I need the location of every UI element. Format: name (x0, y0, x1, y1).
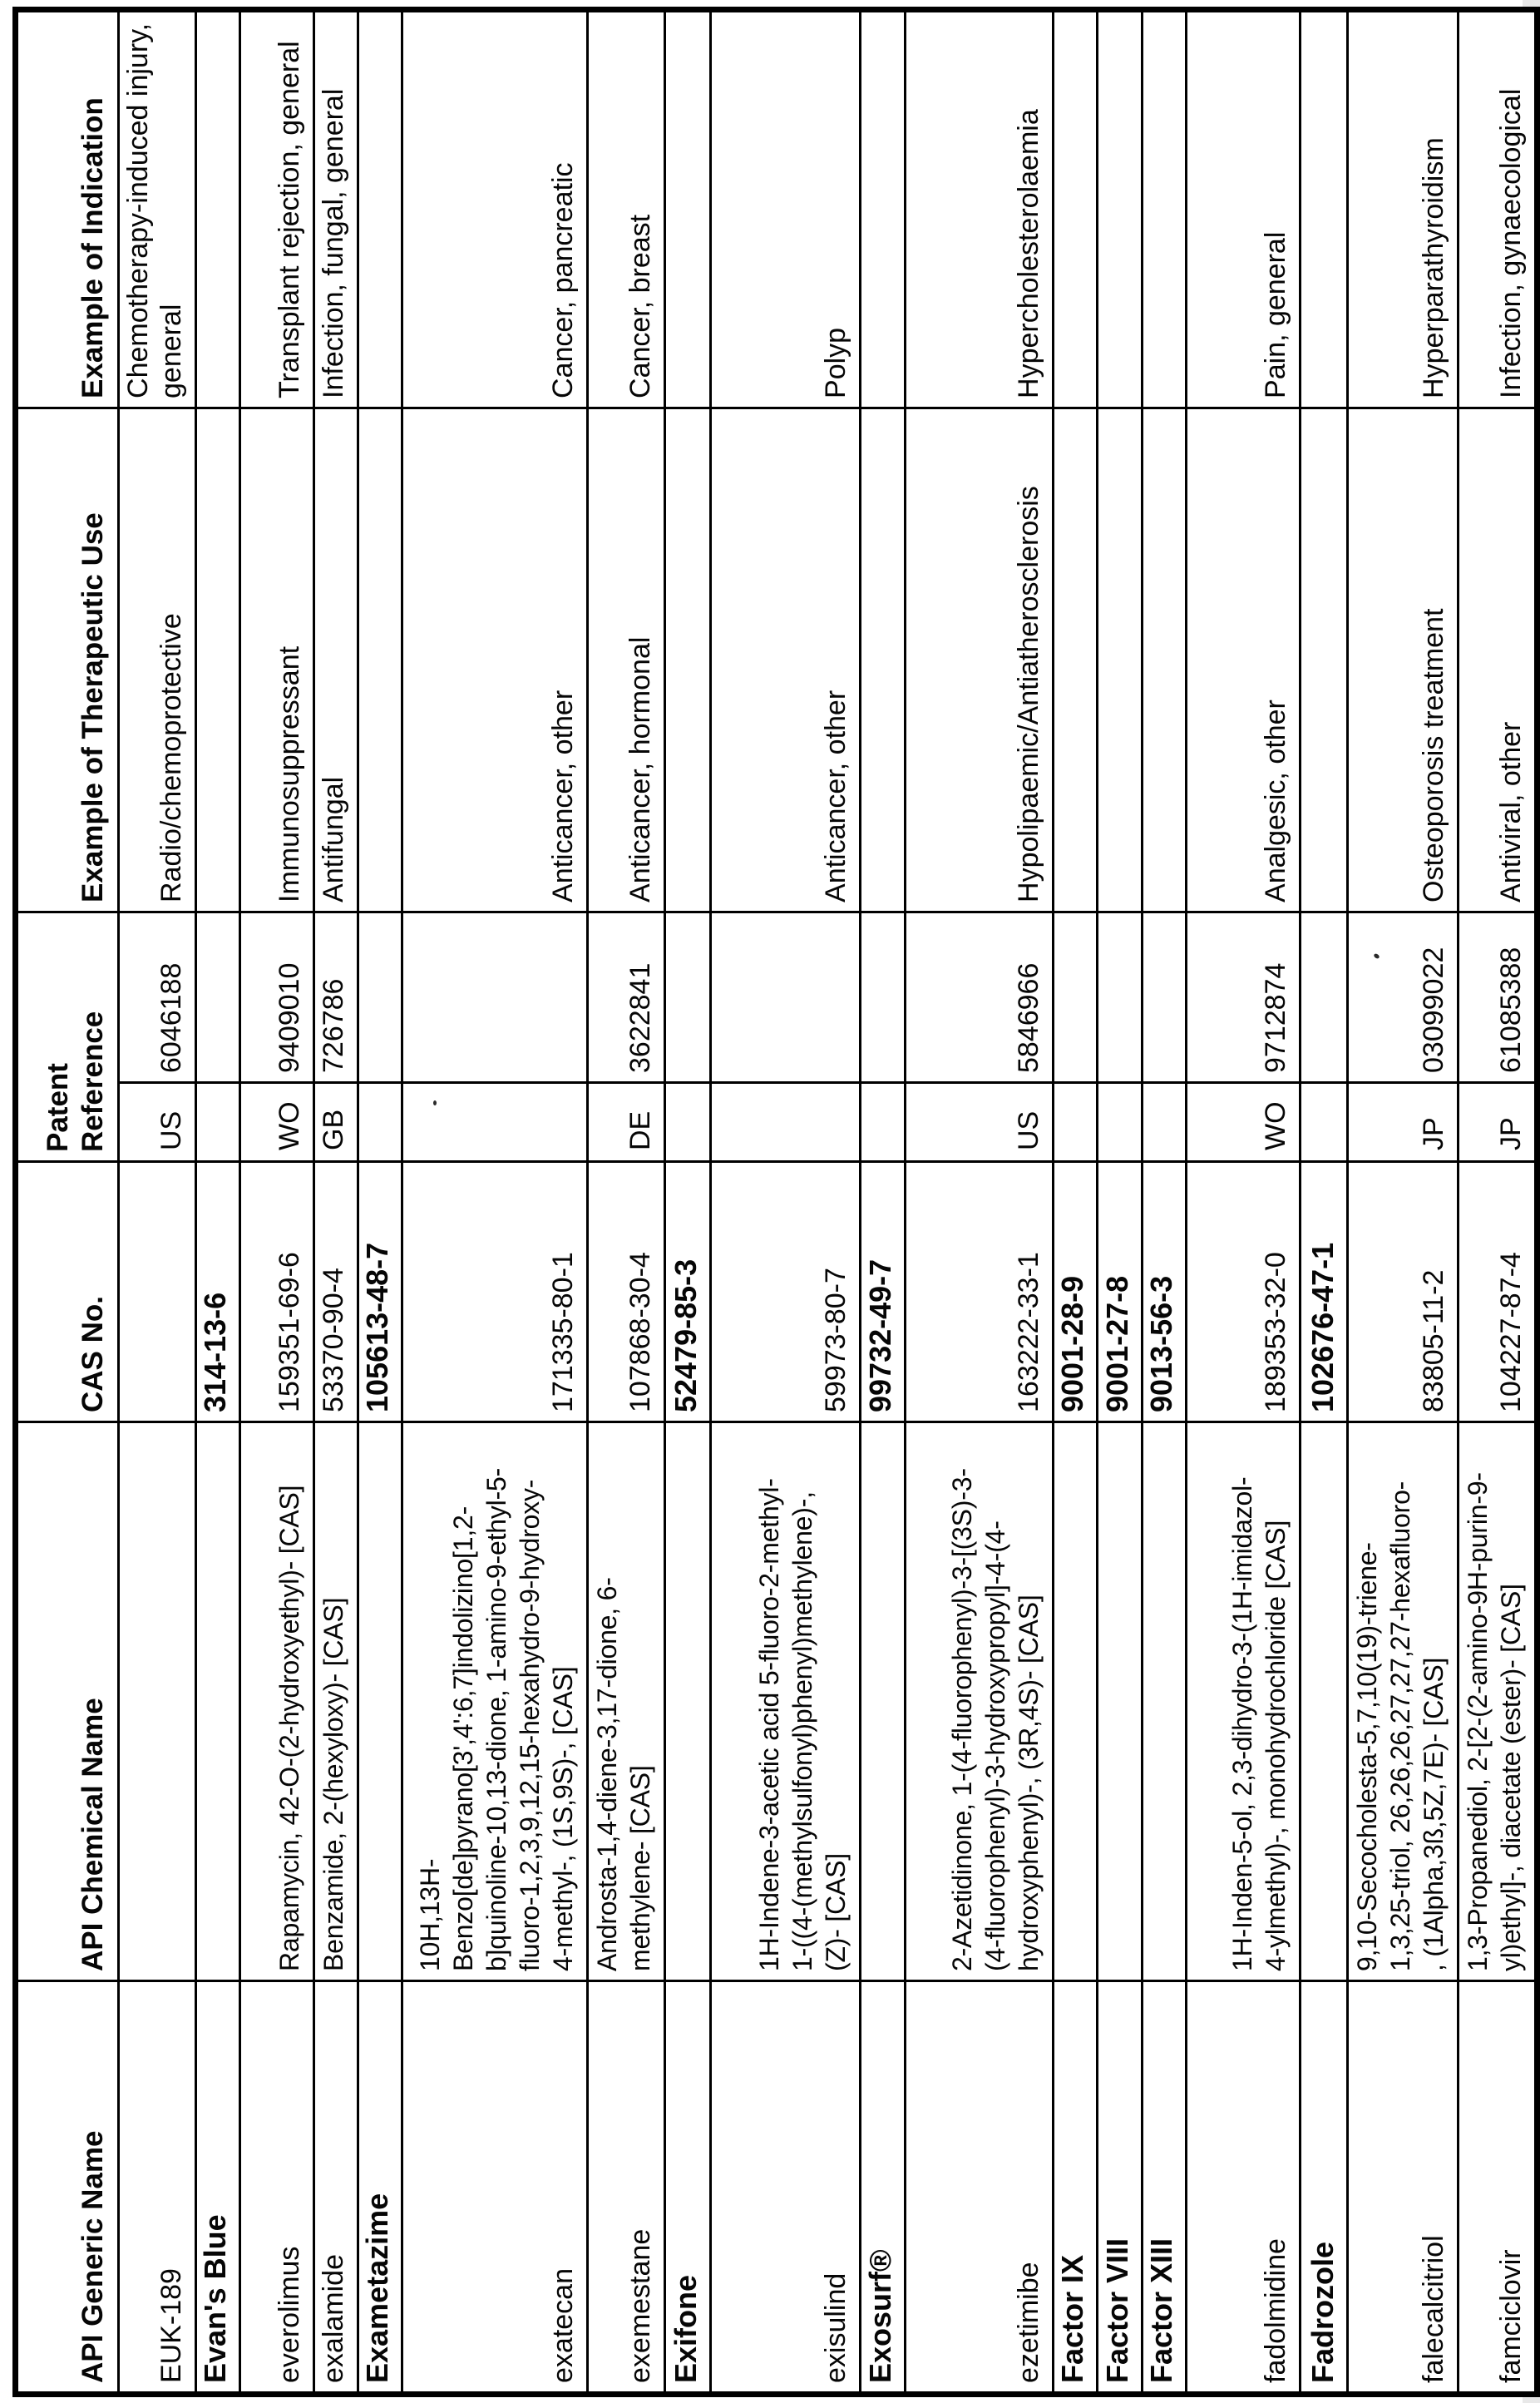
cell-use (1054, 408, 1098, 912)
cell-patent-cc (1098, 1083, 1143, 1162)
table-row (665, 9, 711, 2394)
cell-generic: exemestane (588, 1981, 665, 2395)
cell-chemical: 1H-Inden-5-ol, 2,3-dihydro-3-(1H-imidazol- 4-ylmethyl)-, monohydrochloride [CAS] (1187, 1422, 1301, 1981)
cell-cas: 314-13-6 (196, 1162, 240, 1422)
cell-cas: 102676-47-1 (1301, 1162, 1348, 1422)
cell-patent-cc (402, 1083, 588, 1162)
cell-patent-cc (358, 1083, 402, 1162)
cell-indication (1301, 9, 1348, 408)
cell-generic: famciclovir (1459, 1981, 1538, 2395)
cell-chemical (1143, 1422, 1187, 1981)
cell-patent-cc: US (119, 1083, 196, 1162)
cell-use: Analgesic, other (1187, 408, 1301, 912)
table-row (711, 9, 861, 2394)
cell-indication (1054, 9, 1098, 408)
cell-chemical (1054, 1422, 1098, 1981)
cell-indication: Cancer, breast (588, 9, 665, 408)
table-body (119, 9, 1538, 2394)
cell-patent-no (665, 912, 711, 1082)
table-row (1054, 9, 1098, 2394)
table-row (588, 9, 665, 2394)
cell-indication: Hyperparathyroidism (1348, 9, 1459, 408)
cell-cas: 53370-90-4 (314, 1162, 358, 1422)
cell-patent-cc: GB (314, 1083, 358, 1162)
cell-patent-no (196, 912, 240, 1082)
cell-use: Antiviral, other (1459, 408, 1538, 912)
cell-chemical (665, 1422, 711, 1981)
cell-cas: 9013-56-3 (1143, 1162, 1187, 1422)
cell-cas: 52479-85-3 (665, 1162, 711, 1422)
cell-chemical (358, 1422, 402, 1981)
cell-patent-cc (196, 1083, 240, 1162)
cell-chemical (1301, 1422, 1348, 1981)
cell-cas: 99732-49-7 (861, 1162, 906, 1422)
cell-patent-no (1098, 912, 1143, 1082)
cell-patent-cc (1054, 1083, 1098, 1162)
cell-cas: 163222-33-1 (906, 1162, 1054, 1422)
header-therapeutic-use: Example of Therapeutic Use (16, 408, 119, 912)
cell-patent-no: 6046188 (119, 912, 196, 1082)
cell-patent-no (711, 912, 861, 1082)
cell-indication: Infection, gynaecological (1459, 9, 1538, 408)
cell-cas: 9001-28-9 (1054, 1162, 1098, 1422)
cell-generic: exisulind (711, 1981, 861, 2395)
table-row (240, 9, 314, 2394)
cell-generic: Exametazime (358, 1981, 402, 2395)
cell-generic: everolimus (240, 1981, 314, 2395)
table-row (1348, 9, 1459, 2394)
cell-use (358, 408, 402, 912)
cell-patent-no (358, 912, 402, 1082)
cell-patent-cc: DE (588, 1083, 665, 1162)
cell-chemical (119, 1422, 196, 1981)
cell-patent-cc: WO (240, 1083, 314, 1162)
cell-use: Anticancer, hormonal (588, 408, 665, 912)
cell-patent-cc (1301, 1083, 1348, 1162)
cell-use (1301, 408, 1348, 912)
cell-generic: Evan's Blue (196, 1981, 240, 2395)
cell-use (1098, 408, 1143, 912)
cell-generic: fadolmidine (1187, 1981, 1301, 2395)
cell-use (665, 408, 711, 912)
cell-indication: Polyp (711, 9, 861, 408)
cell-use: Anticancer, other (402, 408, 588, 912)
cell-cas: 59973-80-7 (711, 1162, 861, 1422)
table-row (1187, 9, 1301, 2394)
cell-indication: Pain, general (1187, 9, 1301, 408)
cell-generic: Exosurf® (861, 1981, 906, 2395)
cell-generic: Fadrozole (1301, 1981, 1348, 2395)
cell-indication (861, 9, 906, 408)
table-row (358, 9, 402, 2394)
cell-chemical: Androsta-1,4-diene-3,17-dione, 6- methylene- [CAS] (588, 1422, 665, 1981)
cell-use (1143, 408, 1187, 912)
cell-indication (1143, 9, 1187, 408)
cell-generic: Factor XIII (1143, 1981, 1187, 2395)
cell-patent-cc (1143, 1083, 1187, 1162)
cell-cas: 105613-48-7 (358, 1162, 402, 1422)
header-cas-no: CAS No. (16, 1162, 119, 1422)
cell-use: Antifungal (314, 408, 358, 912)
cell-use: Immunosuppressant (240, 408, 314, 912)
cell-cas: 189353-32-0 (1187, 1162, 1301, 1422)
header-api-chemical-name: API Chemical Name (16, 1422, 119, 1981)
cell-use: Osteoporosis treatment (1348, 408, 1459, 912)
cell-patent-no: 03099022 (1348, 912, 1459, 1082)
table-row (906, 9, 1054, 2394)
table-row (861, 9, 906, 2394)
cell-patent-cc: WO (1187, 1083, 1301, 1162)
table-row (1459, 9, 1538, 2394)
cell-chemical: 9,10-Secocholesta-5,7,10(19)-triene- 1,3,25-triol, 26,26,26,27,27,27-hexafluoro- , (1Alpha,3ß,5Z,7E)- [CAS] (1348, 1422, 1459, 1981)
cell-patent-no: 61085388 (1459, 912, 1538, 1082)
cell-chemical: 1,3-Propanediol, 2-[2-(2-amino-9H-purin-9- yl)ethyl]-, diacetate (ester)- [CAS] (1459, 1422, 1538, 1981)
cell-use (861, 408, 906, 912)
cell-generic: EUK-189 (119, 1981, 196, 2395)
cell-patent-no (1143, 912, 1187, 1082)
cell-cas: 104227-87-4 (1459, 1162, 1538, 1422)
cell-use: Radio/chemoprotective (119, 408, 196, 912)
cell-chemical (1098, 1422, 1143, 1981)
cell-indication: Chemotherapy-induced injury, general (119, 9, 196, 408)
header-patent-reference: Patent Reference (16, 912, 119, 1161)
cell-cas: 107868-30-4 (588, 1162, 665, 1422)
cell-indication (1098, 9, 1143, 408)
cell-use: Hypolipaemic/Antiatherosclerosis (906, 408, 1054, 912)
cell-chemical: Benzamide, 2-(hexyloxy)- [CAS] (314, 1422, 358, 1981)
api-table (12, 7, 1540, 2397)
cell-indication (196, 9, 240, 408)
scan-speck (433, 1100, 437, 1105)
cell-cas (119, 1162, 196, 1422)
cell-patent-no: 5846966 (906, 912, 1054, 1082)
header-indication: Example of Indication (16, 9, 119, 408)
table-header (16, 9, 119, 2394)
cell-patent-no: 726786 (314, 912, 358, 1082)
cell-patent-no (1054, 912, 1098, 1082)
cell-patent-cc: JP (1459, 1083, 1538, 1162)
cell-indication: Cancer, pancreatic (402, 9, 588, 408)
cell-indication: Infection, fungal, general (314, 9, 358, 408)
table-row (1301, 9, 1348, 2394)
cell-generic: Factor IX (1054, 1981, 1098, 2395)
cell-patent-no: 3622841 (588, 912, 665, 1082)
cell-chemical: 10H,13H- Benzo[de]pyrano[3',4':6,7]indolizino[1,2- b]quinoline-10,13-dione, 1-amino-9-ethyl-5- fluoro-1,2,3,9,12,15-hexahydro-9-hydroxy- 4-methyl-, (1S,9S)-, [CAS] (402, 1422, 588, 1981)
cell-generic: exalamide (314, 1981, 358, 2395)
cell-generic: exatecan (402, 1981, 588, 2395)
cell-chemical: 1H-Indene-3-acetic acid 5-fluoro-2-methyl- 1-((4-(methylsulfonyl)phenyl)methylene)-, (Z)- [CAS] (711, 1422, 861, 1981)
cell-cas: 159351-69-6 (240, 1162, 314, 1422)
table-row (402, 9, 588, 2394)
cell-cas: 9001-27-8 (1098, 1162, 1143, 1422)
cell-use: Anticancer, other (711, 408, 861, 912)
cell-generic: falecalcitriol (1348, 1981, 1459, 2395)
cell-patent-cc: JP (1348, 1083, 1459, 1162)
header-api-generic-name: API Generic Name (16, 1981, 119, 2395)
cell-patent-cc: US (906, 1083, 1054, 1162)
cell-cas: 171335-80-1 (402, 1162, 588, 1422)
cell-patent-cc (861, 1083, 906, 1162)
cell-cas: 83805-11-2 (1348, 1162, 1459, 1422)
cell-use (196, 408, 240, 912)
cell-chemical: Rapamycin, 42-O-(2-hydroxyethyl)- [CAS] (240, 1422, 314, 1981)
table-row (314, 9, 358, 2394)
cell-patent-no: 9409010 (240, 912, 314, 1082)
table-row (119, 9, 196, 2394)
cell-patent-cc (711, 1083, 861, 1162)
cell-chemical (861, 1422, 906, 1981)
cell-patent-no: 9712874 (1187, 912, 1301, 1082)
cell-indication (358, 9, 402, 408)
table-row (196, 9, 240, 2394)
cell-patent-no (861, 912, 906, 1082)
cell-generic: Factor VIII (1098, 1981, 1143, 2395)
table-row (1143, 9, 1187, 2394)
cell-indication: Hypercholesterolaemia (906, 9, 1054, 408)
cell-generic: Exifone (665, 1981, 711, 2395)
cell-patent-no (1301, 912, 1348, 1082)
cell-chemical: 2-Azetidinone, 1-(4-fluorophenyl)-3-[(3S)-3- (4-fluorophenyl)-3-hydroxypropyl]-4-(4- hydroxyphenyl)-, (3R,4S)- [CAS] (906, 1422, 1054, 1981)
cell-patent-cc (665, 1083, 711, 1162)
cell-generic: ezetimibe (906, 1981, 1054, 2395)
cell-indication: Transplant rejection, general (240, 9, 314, 408)
table-row (1098, 9, 1143, 2394)
cell-indication (665, 9, 711, 408)
cell-chemical (196, 1422, 240, 1981)
cell-patent-no (402, 912, 588, 1082)
